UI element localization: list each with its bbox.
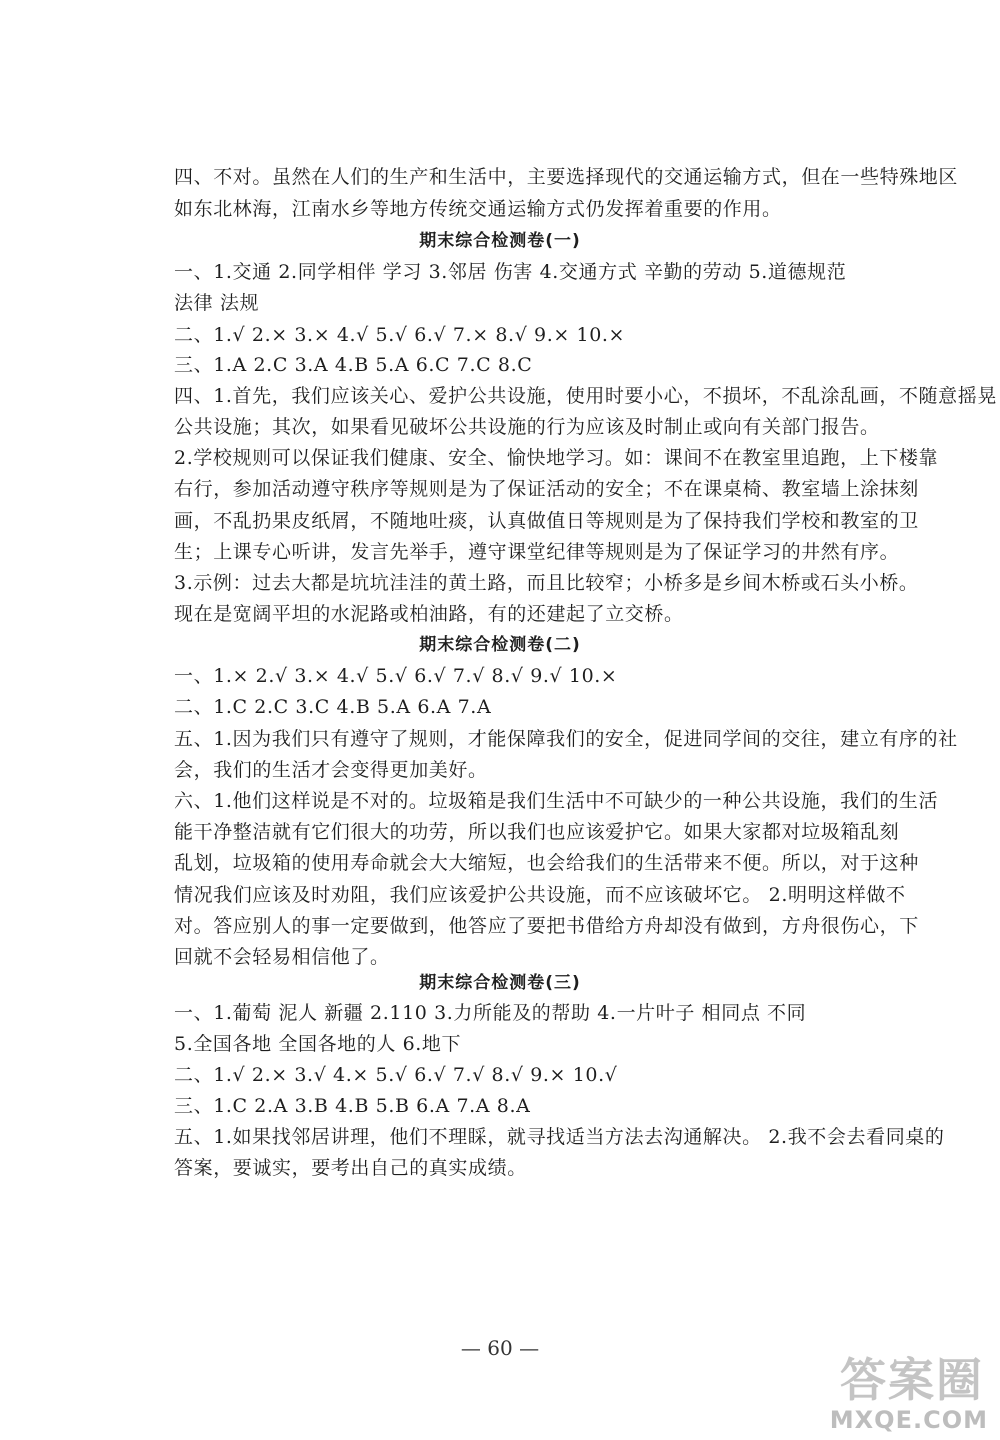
watermark — [802, 1344, 992, 1434]
text-line: 三、1.C 2.A 3.B 4.B 5.B 6.A 7.A 8.A — [174, 1095, 531, 1117]
text-line: 二、1.√ 2.× 3.× 4.√ 5.√ 6.√ 7.× 8.√ 9.× 10.× — [174, 324, 626, 346]
text-line: 四、1.首先，我们应该关心、爱护公共设施，使用时要小心，不损坏，不乱涂乱画，不随意摇晃 — [174, 385, 997, 407]
text-line: 能干净整洁就有它们很大的功劳，所以我们也应该爱护它。如果大家都对垃圾箱乱刻 — [174, 821, 900, 843]
text-line: 公共设施；其次，如果看见破坏公共设施的行为应该及时制止或向有关部门报告。 — [174, 416, 880, 438]
text-line: 生；上课专心听讲，发言先举手，遵守课堂纪律等规则是为了保证学习的井然有序。 — [174, 541, 900, 563]
text-line: 乱划，垃圾箱的使用寿命就会大大缩短，也会给我们的生活带来不便。所以，对于这种 — [174, 852, 919, 874]
text-line: 3.示例：过去大都是坑坑洼洼的黄土路，而且比较窄；小桥多是乡间木桥或石头小桥。 — [174, 572, 919, 594]
text-line: 一、1.× 2.√ 3.× 4.√ 5.√ 6.√ 7.√ 8.√ 9.√ 10.× — [174, 665, 618, 687]
text-line: 法律 法规 — [174, 292, 260, 314]
text-line: 三、1.A 2.C 3.A 4.B 5.A 6.C 7.C 8.C — [174, 354, 533, 376]
text-line: 右行，参加活动遵守秩序等规则是为了保证活动的安全；不在课桌椅、教室墙上涂抹刻 — [174, 478, 919, 500]
text-line: 画，不乱扔果皮纸屑，不随地吐痰，认真做值日等规则是为了保持我们学校和教室的卫 — [174, 510, 919, 532]
text-line: 5.全国各地 全国各地的人 6.地下 — [174, 1033, 462, 1055]
text-line: 情况我们应该及时劝阻，我们应该爱护公共设施，而不应该破坏它。 2.明明这样做不 — [174, 884, 906, 906]
text-line: 二、1.√ 2.× 3.√ 4.× 5.√ 6.√ 7.√ 8.√ 9.× 10.√ — [174, 1064, 618, 1086]
text-line: 答案，要诚实，要考出自己的真实成绩。 — [174, 1157, 527, 1179]
text-line: 2.学校规则可以保证我们健康、安全、愉快地学习。如：课间不在教室里追跑，上下楼靠 — [174, 447, 939, 469]
text-line: 五、1.因为我们只有遵守了规则，才能保障我们的安全，促进同学间的交往，建立有序的社 — [174, 728, 958, 750]
text-line: 五、1.如果找邻居讲理，他们不理睬，就寻找适当方法去沟通解决。 2.我不会去看同桌的 — [174, 1126, 945, 1148]
text-line: 四、不对。虽然在人们的生产和生活中，主要选择现代的交通运输方式，但在一些特殊地区 — [174, 166, 959, 188]
watermark-title: 答案圈 — [840, 1353, 984, 1407]
page-number: — 60 — — [460, 1336, 540, 1360]
text-line: 现在是宽阔平坦的水泥路或柏油路，有的还建起了立交桥。 — [174, 603, 684, 625]
text-line: 二、1.C 2.C 3.C 4.B 5.A 6.A 7.A — [174, 696, 492, 718]
text-line: 会，我们的生活才会变得更加美好。 — [174, 759, 488, 781]
text-line: 如东北林海，江南水乡等地方传统交通运输方式仍发挥着重要的作用。 — [174, 198, 782, 220]
watermark-url: MXQE.COM — [829, 1406, 988, 1434]
section-heading: 期末综合检测卷(一) — [419, 231, 581, 251]
text-line: 对。答应别人的事一定要做到，他答应了要把书借给方舟却没有做到，方舟很伤心，下 — [174, 915, 919, 937]
text-line: 一、1.葡萄 泥人 新疆 2.110 3.力所能及的帮助 4.一片叶子 相同点 不同 — [174, 1002, 807, 1024]
text-line: 六、1.他们这样说是不对的。垃圾箱是我们生活中不可缺少的一种公共设施，我们的生活 — [174, 790, 939, 812]
section-heading: 期末综合检测卷(三) — [419, 973, 581, 993]
text-line: 回就不会轻易相信他了。 — [174, 946, 390, 968]
section-heading: 期末综合检测卷(二) — [419, 635, 581, 655]
text-line: 一、1.交通 2.同学相伴 学习 3.邻居 伤害 4.交通方式 辛勤的劳动 5.道德规范 — [174, 261, 847, 283]
